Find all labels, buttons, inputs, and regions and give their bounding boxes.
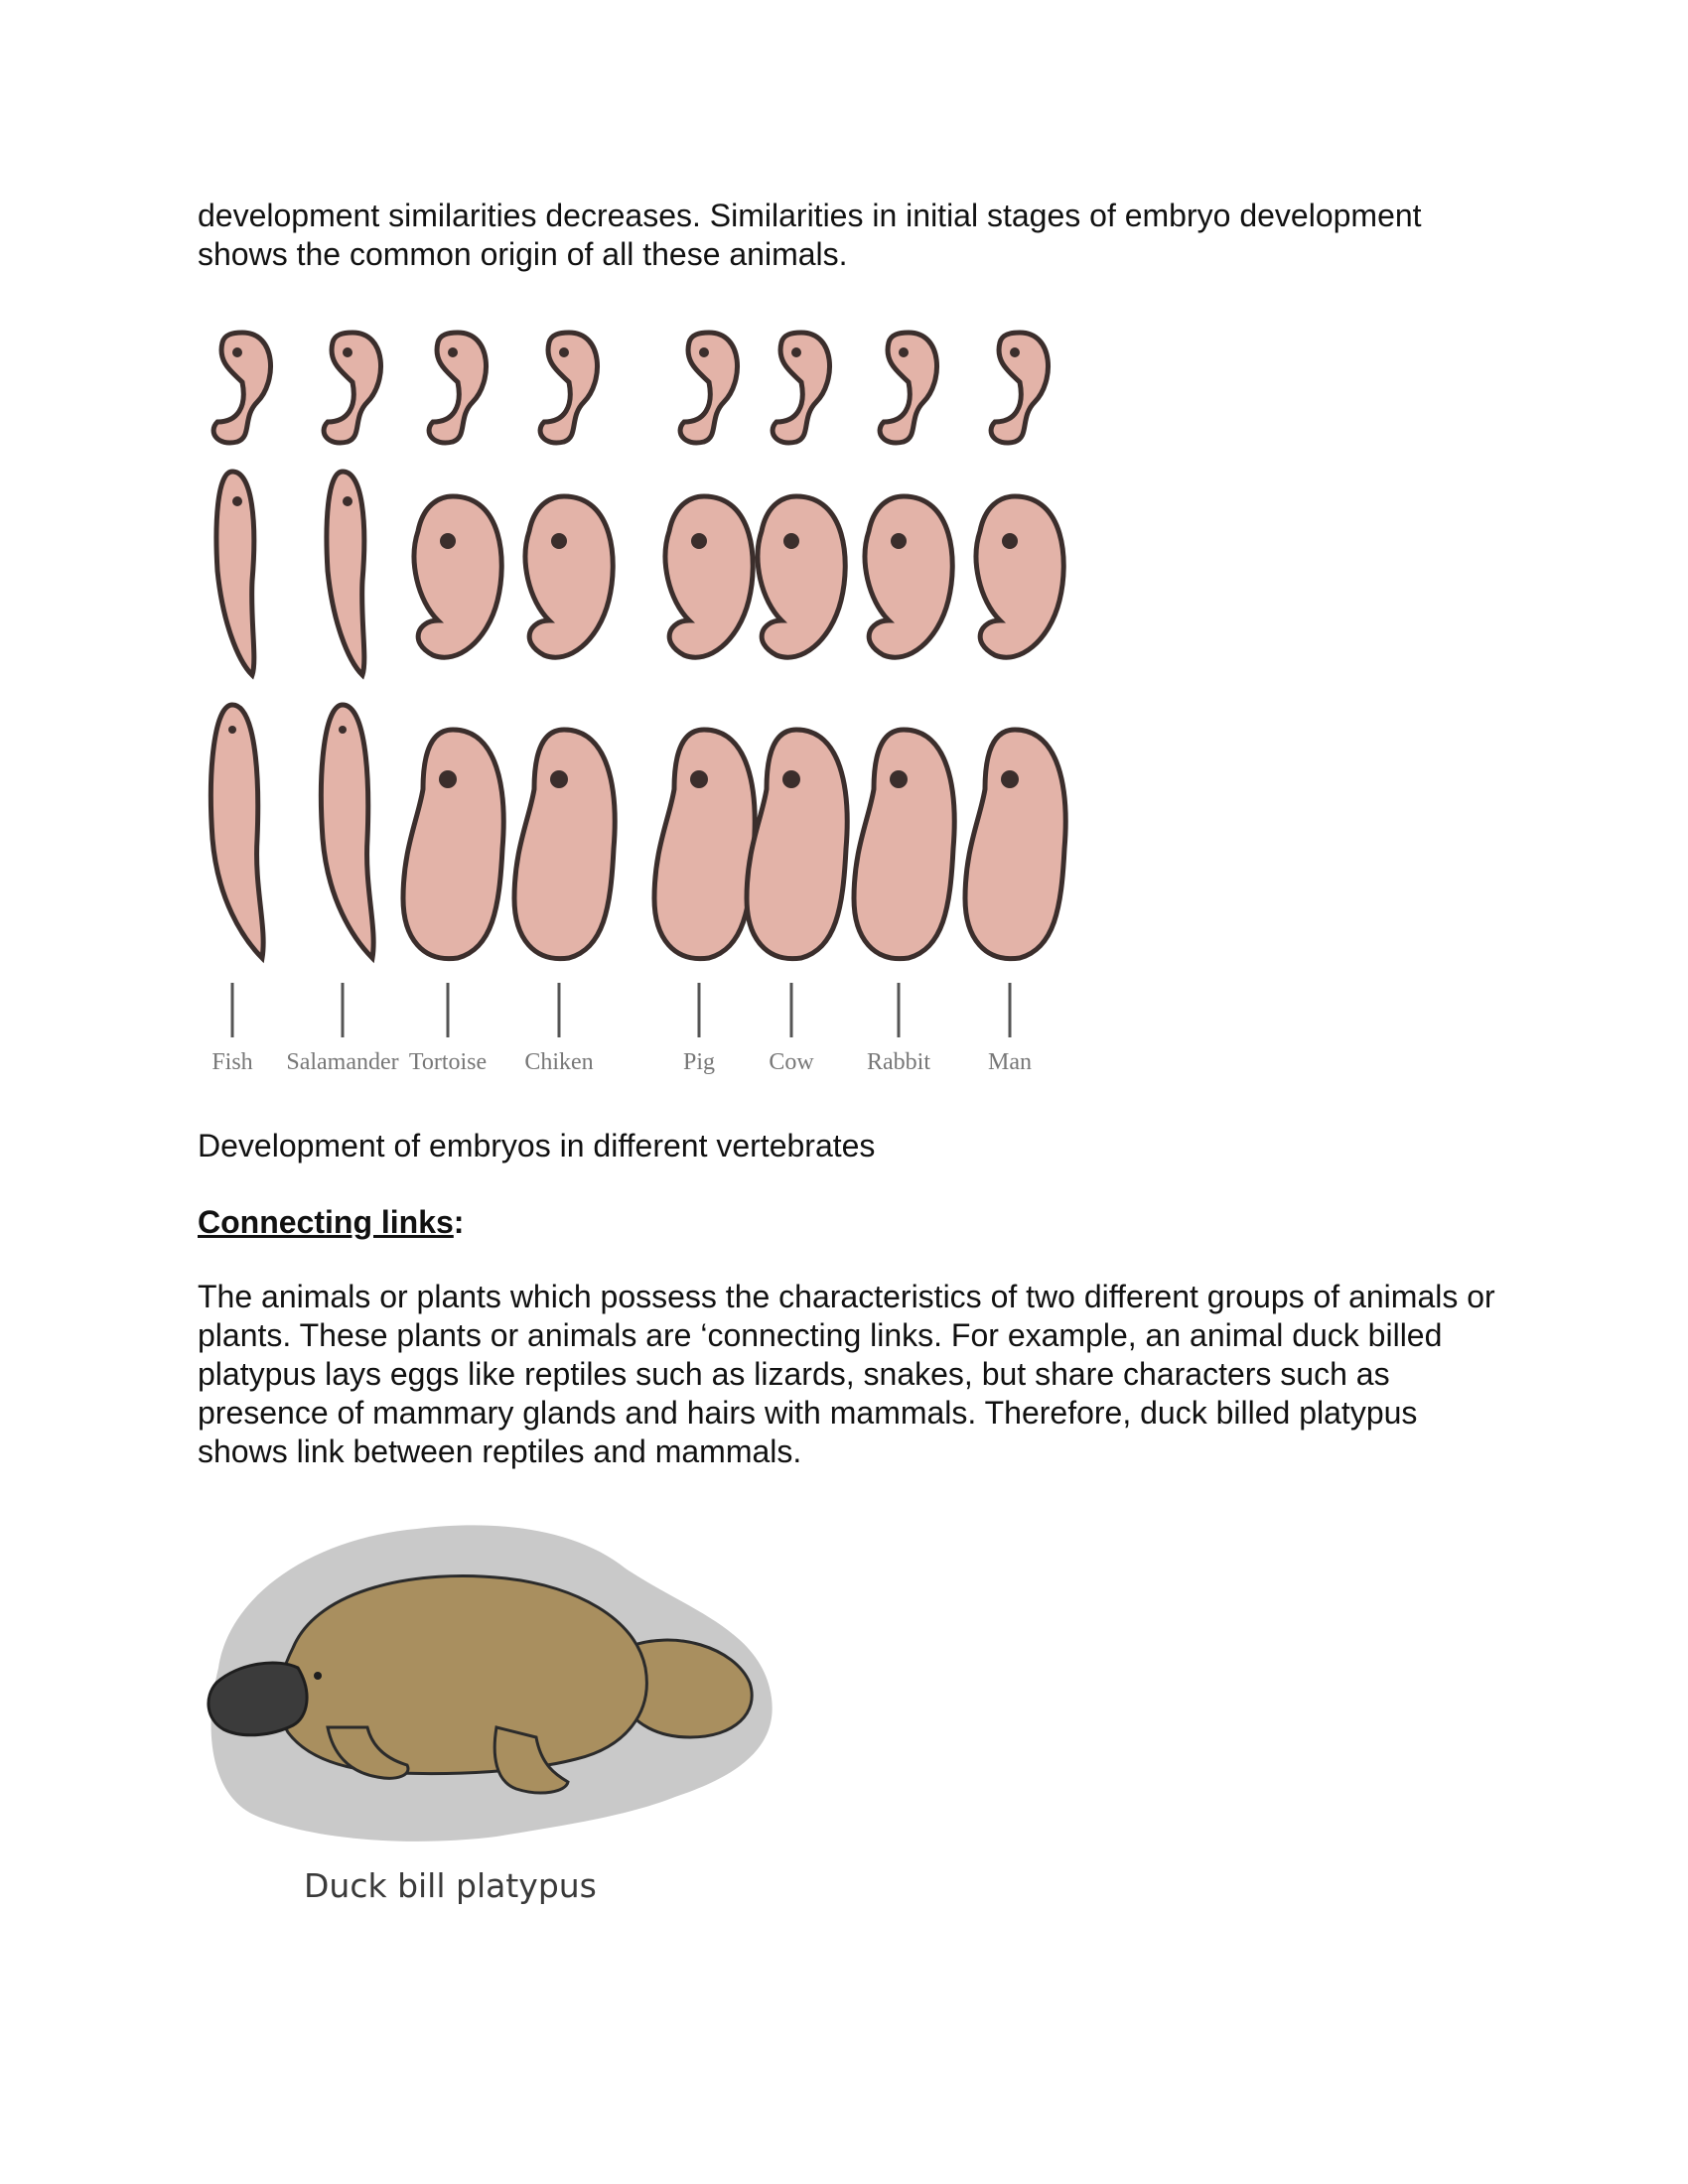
embryo-stage2-chiken [525,496,613,657]
embryo-stage1-salamander [324,333,380,443]
label-salamander: Salamander [286,1049,399,1075]
embryo-stage2-eye-salamander [343,496,352,506]
embryo-stage2-eye-cow [783,533,799,549]
embryo-stage3-eye-man [1001,770,1019,788]
embryo-stage3-eye-tortoise [439,770,457,788]
connecting-links-paragraph: The animals or plants which possess the characteristics of two different groups of animals or plants. These plants or animals are ‘connecting links. For example, an animal duck billed platypus lays eggs like reptiles such as lizards, snakes, but share characters such as presence of mammary glands and hairs with mammals. Therefore, duck billed platypus shows link between reptiles and mammals. [198,1279,1495,1469]
embryo-stage1-eye-cow [791,347,801,357]
embryo-stage2-eye-man [1002,533,1018,549]
intro-paragraph: development similarities decreases. Similarities in initial stages of embryo development shows the common origin of all these animals. [198,198,1422,272]
embryo-stage2-tortoise [414,496,501,657]
embryo-stage2-eye-chiken [551,533,567,549]
embryo-stage1-eye-man [1010,347,1020,357]
embryo-stage1-fish [213,333,270,443]
label-tortoise: Tortoise [408,1049,488,1075]
embryo-stage2-eye-tortoise [440,533,456,549]
embryo-stage1-tortoise [429,333,486,443]
embryo-stage1-eye-salamander [343,347,352,357]
embryo-stage3-eye-cow [782,770,800,788]
embryo-label-lines [232,983,1010,1037]
label-man: Man [988,1049,1032,1075]
embryo-development-figure [199,323,1072,1092]
embryo-stage2-cow [758,496,845,657]
connecting-links-heading [198,1203,1498,1242]
embryo-stage3-eye-fish [228,726,236,734]
embryo-stage2-man [976,496,1063,657]
embryo-labels [211,1049,1032,1075]
heading-colon: : [453,1204,465,1240]
embryo-stage2-rabbit [865,496,952,657]
embryo-stage1-chiken [540,333,597,443]
connecting-links-heading-text: Connecting links [198,1204,454,1240]
label-chiken: Chiken [524,1049,594,1075]
platypus-figure-label: Duck bill platypus [304,1866,597,1905]
embryo-stage1-eye-chiken [559,347,569,357]
embryo-stage1-eye-fish [232,347,242,357]
platypus-eye [314,1672,322,1680]
embryo-stage3-man [965,730,1065,959]
embryo-stage2-pig [665,496,753,657]
embryo-stage3-cow [747,730,847,959]
embryo-stage3-eye-rabbit [890,770,908,788]
embryo-figure-caption: Development of embryos in different vertebrates [198,1128,876,1163]
embryo-stage1-eye-pig [699,347,709,357]
embryo-stage3-salamander [321,705,373,958]
embryo-stage3-fish [211,705,263,958]
embryo-stage1-rabbit [880,333,936,443]
label-cow: Cow [769,1049,814,1075]
embryo-stage1-cow [773,333,829,443]
embryo-stage3-rabbit [854,730,954,959]
embryo-stage1-eye-rabbit [899,347,909,357]
embryo-stage1-eye-tortoise [448,347,458,357]
embryo-stage3-tortoise [403,730,503,959]
label-pig: Pig [682,1049,716,1075]
embryo-stage1-man [991,333,1048,443]
embryo-stage3-eye-pig [690,770,708,788]
embryo-stage3-eye-salamander [339,726,347,734]
embryo-stage2-eye-pig [691,533,707,549]
embryo-stage1-pig [680,333,737,443]
embryo-stage3-pig [654,730,755,959]
embryo-stage3-chiken [514,730,615,959]
embryo-stages [211,333,1065,959]
embryo-stage3-eye-chiken [550,770,568,788]
embryo-stage2-eye-fish [232,496,242,506]
label-fish: Fish [211,1049,253,1075]
label-rabbit: Rabbit [867,1049,930,1075]
embryo-stage2-eye-rabbit [891,533,907,549]
